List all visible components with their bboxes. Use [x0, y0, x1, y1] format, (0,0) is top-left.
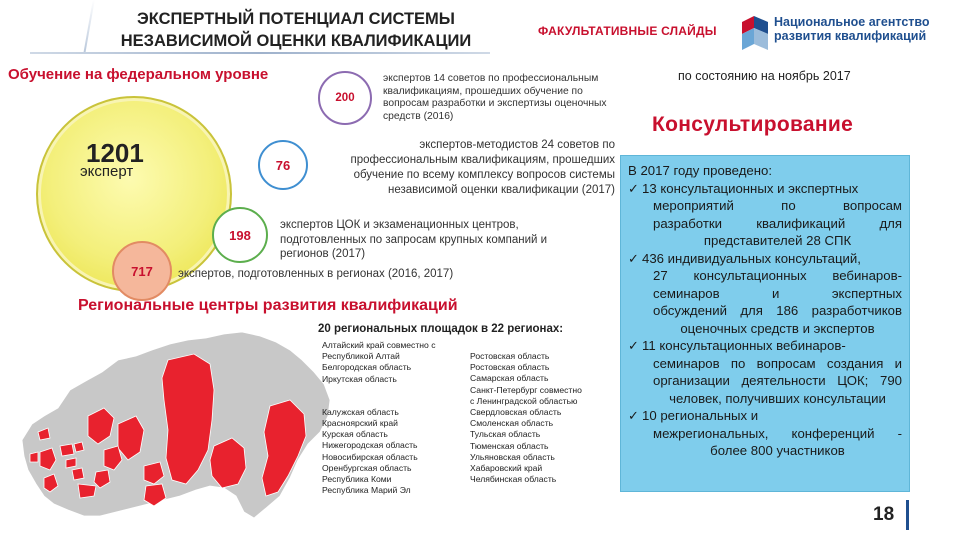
region-item: Ростовская область [470, 351, 550, 361]
region-item: Санкт-Петербург совместно [470, 384, 582, 395]
bullet-line: 11 консультационных вебинаров- [642, 338, 846, 353]
slide-title [96, 8, 496, 52]
region-gap [322, 396, 462, 407]
bullet-line: 13 консультационных и экспертных [642, 180, 859, 196]
bullet-line: семинаров и экспертных [653, 285, 902, 301]
region-item: Тюменская область [470, 440, 549, 451]
bullet-line: 27 консультационных вебинаров- [653, 268, 902, 283]
region-item: Ульяновская область [470, 451, 555, 462]
regions-column-1 [322, 340, 462, 496]
region-khabarovsk [262, 400, 306, 496]
consulting-heading: Консультирование [652, 113, 854, 136]
regional-heading: Региональные центры развития квалификаций [78, 297, 458, 314]
title-underline [30, 52, 490, 54]
region-item: Новосибирская область [322, 451, 418, 462]
logo-text-line1: Национальное агентство [774, 15, 930, 29]
region-smolensk [30, 452, 38, 462]
region-item: Самарская область [470, 373, 549, 384]
region-nizhny [60, 444, 74, 456]
consulting-panel-text [628, 162, 902, 460]
slide-title-line1: ЭКСПЕРТНЫЙ ПОТЕНЦИАЛ СИСТЕМЫ [137, 10, 455, 28]
region-item: Тульская область [470, 429, 541, 440]
bullet-line: мероприятий по вопросам [653, 198, 902, 213]
region-item: Ростовская область [470, 362, 550, 373]
bullet-line: представителей 28 СПК [703, 233, 852, 248]
consulting-intro: В 2017 году проведено: [628, 163, 772, 178]
region-ulyanovsk [66, 458, 76, 468]
bullet-line: 436 индивидуальных консультаций, [642, 250, 861, 266]
bubble-76-text: экспертов-методистов 24 советов по профессиональным квалификациям, прошедших обучение по всему комплексу вопросов системы независимой оценки квалификации (2017) [350, 139, 615, 196]
consulting-bullet [628, 337, 902, 407]
region-item: Челябинская область [470, 474, 557, 485]
bubble-76: 76 [258, 140, 308, 190]
total-experts-label: эксперт [80, 163, 134, 180]
region-mari-el [74, 442, 84, 452]
checkmark-icon: ✓ [628, 250, 640, 266]
checkmark-icon: ✓ [628, 338, 640, 353]
region-samara [72, 468, 84, 480]
logo-mark [742, 16, 768, 50]
region-gap [322, 385, 462, 396]
checkmark-icon: ✓ [628, 408, 640, 423]
region-item: Белгородская область [322, 362, 412, 373]
optional-slides-label: ФАКУЛЬТАТИВНЫЕ СЛАЙДЫ [538, 24, 717, 38]
bullet-line: более 800 участников [710, 443, 845, 458]
federal-heading: Обучение на федеральном уровне [8, 66, 269, 83]
header-accent-line [83, 0, 95, 54]
bullet-line: межрегиональных, конференций - [653, 425, 902, 441]
regional-areas-title: 20 региональных площадок в 22 регионах: [318, 323, 564, 335]
russia-map-icon [18, 320, 338, 530]
region-item: Калужская область [322, 406, 399, 417]
region-orenburg [78, 484, 96, 498]
bullet-line: 10 региональных и [642, 408, 759, 423]
bubble-198: 198 [212, 207, 268, 263]
region-item: с Ленинградской областью [470, 395, 578, 406]
regions-column-2 [470, 351, 610, 485]
bullet-line: разработки квалификаций для [653, 215, 902, 231]
bullet-line: оценочных средств и экспертов [680, 320, 875, 336]
region-item: Смоленская область [470, 418, 554, 429]
region-item: Курская область [322, 429, 388, 440]
consulting-bullet [628, 250, 902, 338]
region-item: Красноярский край [322, 418, 398, 429]
region-item: Оренбургская область [322, 462, 412, 473]
bubble-200: 200 [318, 71, 372, 125]
bubble-198-text: экспертов ЦОК и экзаменационных центров, подготовленных по запросам крупных компаний и регионов (2017) [280, 219, 548, 260]
page-number-accent [906, 500, 909, 530]
logo-text-line2: развития квалификаций [774, 29, 927, 43]
region-item: Республика Марий Эл [322, 485, 411, 496]
region-item: Хабаровский край [470, 463, 543, 474]
bullet-line: организации деятельности ЦОК; 790 [653, 373, 902, 388]
bullet-line: обсуждений для 186 разработчиков [653, 303, 902, 318]
region-item: Республика Коми [322, 474, 392, 485]
region-item: Республикой Алтай [322, 351, 400, 362]
region-item: Нижегородская область [322, 440, 418, 451]
status-date: по состоянию на ноябрь 2017 [678, 69, 851, 83]
consulting-bullet [628, 407, 902, 460]
slide-title-line2: НЕЗАВИСИМОЙ ОЦЕНКИ КВАЛИФИКАЦИИ [120, 32, 472, 50]
bullet-line: семинаров по вопросам создания и [653, 355, 902, 371]
bubble-717-text: экспертов, подготовленных в регионах (2016, 2017) [178, 268, 454, 280]
consulting-bullet [628, 180, 902, 250]
region-item: Иркутская область [322, 373, 397, 384]
total-experts-value: 1201 [86, 138, 144, 168]
bubble-200-text: экспертов 14 советов по профессиональным квалификациям, прошедших обучение по вопросам разработки и экспертизы оценочных средств (2016) [383, 73, 607, 122]
logo-text [774, 15, 930, 43]
bullet-line: человек, получивших консультации [669, 390, 886, 406]
bubble-717: 717 [112, 241, 172, 301]
checkmark-icon: ✓ [628, 180, 640, 196]
page-number: 18 [873, 504, 895, 525]
region-item: Алтайский край совместно с [322, 340, 436, 350]
region-item: Свердловская область [470, 407, 562, 418]
